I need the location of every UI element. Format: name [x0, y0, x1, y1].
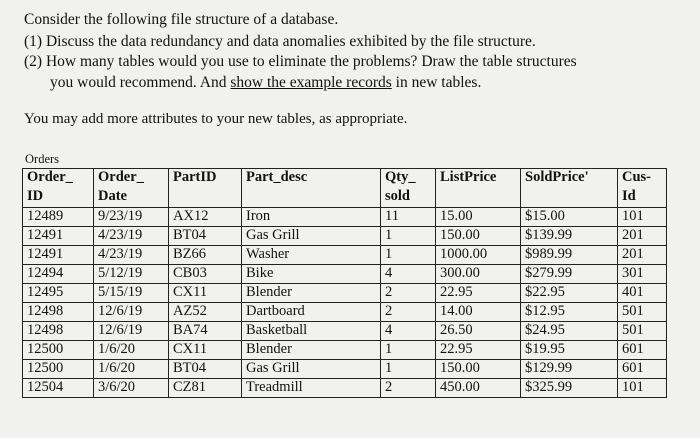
- table-row: [23, 246, 667, 265]
- table-cell: 1000.00: [436, 246, 521, 265]
- table-cell: 1: [381, 341, 436, 360]
- table-cell: 12495: [23, 284, 94, 303]
- table-cell: 12/6/19: [94, 322, 169, 341]
- table-cell: 5/12/19: [94, 265, 169, 284]
- table-cell: 2: [381, 379, 436, 398]
- table-cell: $22.95: [521, 284, 618, 303]
- table-cell: 15.00: [436, 208, 521, 227]
- table-cell: $989.99: [521, 246, 618, 265]
- question-2-continued: [50, 74, 481, 92]
- table-cell: AZ52: [169, 303, 242, 322]
- table-cell: Washer: [242, 246, 381, 265]
- table-cell: CX11: [169, 284, 242, 303]
- table-cell: 150.00: [436, 360, 521, 379]
- table-cell: BZ66: [169, 246, 242, 265]
- table-row: [23, 379, 667, 398]
- table-cell: 601: [618, 341, 667, 360]
- table-cell: 4/23/19: [94, 246, 169, 265]
- column-header-line2: sold: [381, 188, 436, 208]
- column-header-line2: [521, 188, 618, 208]
- table-cell: 9/23/19: [94, 208, 169, 227]
- table-row: [23, 208, 667, 227]
- table-cell: Gas Grill: [242, 360, 381, 379]
- column-header: Order_: [23, 169, 94, 189]
- table-cell: 12500: [23, 360, 94, 379]
- table-cell: 1: [381, 246, 436, 265]
- table-cell: $139.99: [521, 227, 618, 246]
- table-cell: 12504: [23, 379, 94, 398]
- table-cell: CB03: [169, 265, 242, 284]
- table-cell: 201: [618, 246, 667, 265]
- header-row-2: [23, 188, 667, 208]
- table-cell: 14.00: [436, 303, 521, 322]
- table-cell: 1: [381, 227, 436, 246]
- table-cell: 1/6/20: [94, 360, 169, 379]
- table-cell: 101: [618, 379, 667, 398]
- column-header: Qty_: [381, 169, 436, 189]
- table-cell: 22.95: [436, 284, 521, 303]
- table-cell: $12.95: [521, 303, 618, 322]
- column-header-line2: Date: [94, 188, 169, 208]
- table-cell: 2: [381, 284, 436, 303]
- table-cell: $24.95: [521, 322, 618, 341]
- question-2-text-a: you would recommend. And: [50, 74, 231, 91]
- table-cell: 101: [618, 208, 667, 227]
- table-cell: Basketball: [242, 322, 381, 341]
- table-cell: 12/6/19: [94, 303, 169, 322]
- table-cell: 1/6/20: [94, 341, 169, 360]
- column-header-line2: [436, 188, 521, 208]
- table-cell: 26.50: [436, 322, 521, 341]
- column-header: PartID: [169, 169, 242, 189]
- header-row-1: [23, 169, 667, 189]
- table-cell: 12489: [23, 208, 94, 227]
- column-header-line2: [242, 188, 381, 208]
- table-cell: BT04: [169, 360, 242, 379]
- table-row: [23, 303, 667, 322]
- table-cell: $279.99: [521, 265, 618, 284]
- table-cell: 22.95: [436, 341, 521, 360]
- intro-line: Consider the following file structure of a database.: [24, 11, 339, 28]
- table-cell: 4: [381, 265, 436, 284]
- table-cell: 12491: [23, 246, 94, 265]
- table-cell: 301: [618, 265, 667, 284]
- table-cell: $325.99: [521, 379, 618, 398]
- table-cell: Blender: [242, 284, 381, 303]
- question-1: (1) Discuss the data redundancy and data anomalies exhibited by the file structure.: [24, 33, 536, 50]
- table-cell: Dartboard: [242, 303, 381, 322]
- column-header-line2: [169, 188, 242, 208]
- table-cell: Gas Grill: [242, 227, 381, 246]
- table-cell: 5/15/19: [94, 284, 169, 303]
- table-cell: 12498: [23, 322, 94, 341]
- column-header: Part_desc: [242, 169, 381, 189]
- table-cell: CZ81: [169, 379, 242, 398]
- table-cell: $19.95: [521, 341, 618, 360]
- table-cell: 201: [618, 227, 667, 246]
- column-header: SoldPrice': [521, 169, 618, 189]
- table-cell: BT04: [169, 227, 242, 246]
- table-cell: Iron: [242, 208, 381, 227]
- table-cell: Blender: [242, 341, 381, 360]
- table-cell: 1: [381, 360, 436, 379]
- table-row: [23, 227, 667, 246]
- question-2-text-b: in new tables.: [391, 74, 482, 91]
- column-header: Order_: [94, 169, 169, 189]
- table-cell: 11: [381, 208, 436, 227]
- question-2: (2) How many tables would you use to eliminate the problems? Draw the table structures: [24, 53, 577, 70]
- table-row: [23, 341, 667, 360]
- table-row: [23, 322, 667, 341]
- table-cell: 12494: [23, 265, 94, 284]
- note-line: You may add more attributes to your new tables, as appropriate.: [24, 111, 408, 127]
- table-row: [23, 265, 667, 284]
- table-cell: 150.00: [436, 227, 521, 246]
- table-cell: 2: [381, 303, 436, 322]
- table-caption: Orders: [25, 152, 60, 166]
- table-cell: 501: [618, 322, 667, 341]
- table-cell: BA74: [169, 322, 242, 341]
- column-header-line2: Id: [618, 188, 667, 208]
- example-records-underlined: show the example records: [230, 74, 392, 91]
- table-cell: 3/6/20: [94, 379, 169, 398]
- orders-table-body: [23, 208, 667, 398]
- table-cell: 12491: [23, 227, 94, 246]
- table-cell: AX12: [169, 208, 242, 227]
- table-row: [23, 284, 667, 303]
- table-cell: 501: [618, 303, 667, 322]
- table-cell: 401: [618, 284, 667, 303]
- column-header: ListPrice: [436, 169, 521, 189]
- orders-table: [22, 168, 667, 398]
- table-cell: Bike: [242, 265, 381, 284]
- table-cell: 12500: [23, 341, 94, 360]
- table-cell: $129.99: [521, 360, 618, 379]
- column-header: Cus-: [618, 169, 667, 189]
- table-cell: 4/23/19: [94, 227, 169, 246]
- table-row: [23, 360, 667, 379]
- table-cell: CX11: [169, 341, 242, 360]
- table-cell: $15.00: [521, 208, 618, 227]
- table-cell: 450.00: [436, 379, 521, 398]
- column-header-line2: ID: [23, 188, 94, 208]
- table-cell: 300.00: [436, 265, 521, 284]
- table-cell: 601: [618, 360, 667, 379]
- table-cell: Treadmill: [242, 379, 381, 398]
- table-cell: 4: [381, 322, 436, 341]
- table-cell: 12498: [23, 303, 94, 322]
